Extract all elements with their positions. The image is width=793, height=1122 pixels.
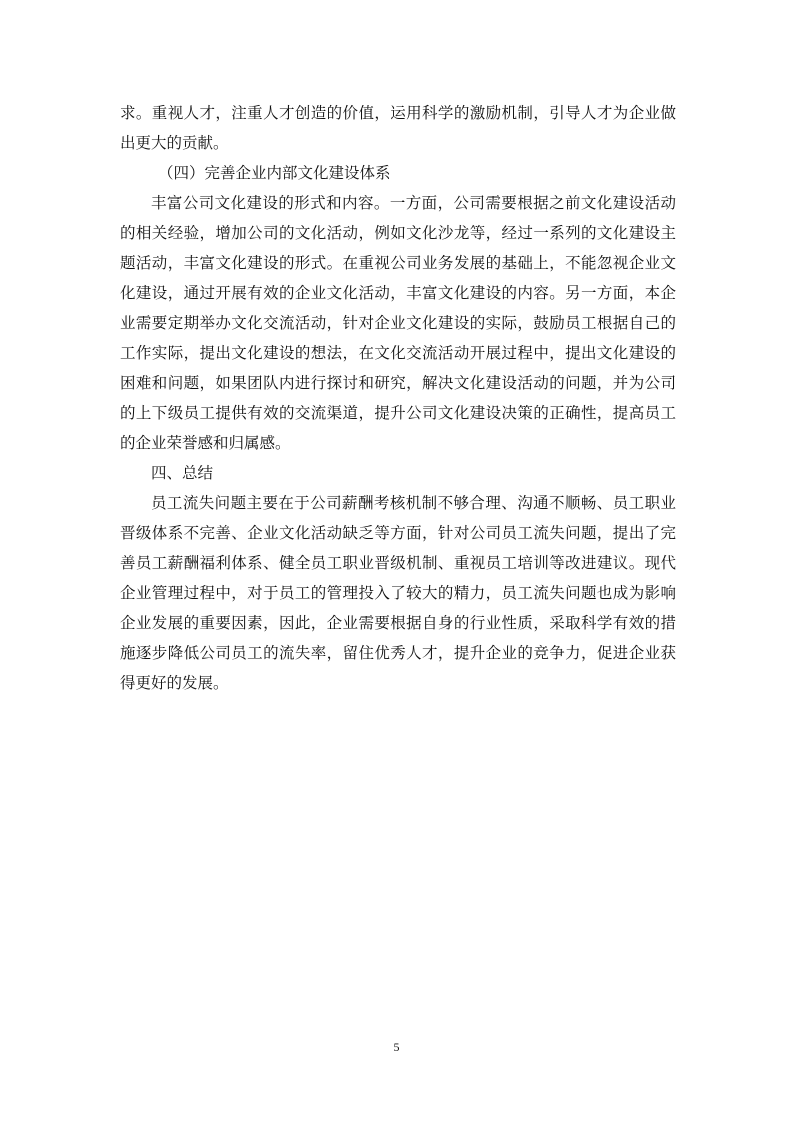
document-body xyxy=(120,98,676,698)
summary-paragraph xyxy=(120,488,676,698)
text-line: 丰富公司文化建设的形式和内容。一方面，公司需要根据之前文化建设活动 xyxy=(151,194,676,212)
section-4-paragraph xyxy=(120,188,676,458)
text-line: 得更好的发展。 xyxy=(120,674,229,692)
text-line: 题活动，丰富文化建设的形式。在重视公司业务发展的基础上，不能忽视企业文 xyxy=(120,254,676,272)
continued-paragraph xyxy=(120,98,676,158)
text-line: 困难和问题，如果团队内进行探讨和研究，解决文化建设活动的问题，并为公司 xyxy=(120,374,676,392)
text-line: 出更大的贡献。 xyxy=(120,134,229,152)
text-line: 的企业荣誉感和归属感。 xyxy=(120,434,291,452)
page-number: 5 xyxy=(393,1040,400,1054)
section-4-heading: （四）完善企业内部文化建设体系 xyxy=(158,164,391,182)
text-line: 企业管理过程中，对于员工的管理投入了较大的精力，员工流失问题也成为影响 xyxy=(120,584,676,602)
text-line: 善员工薪酬福利体系、健全员工职业晋级机制、重视员工培训等改进建议。现代 xyxy=(120,554,676,572)
text-line: 企业发展的重要因素，因此，企业需要根据自身的行业性质，采取科学有效的措 xyxy=(120,614,676,632)
text-line: 晋级体系不完善、企业文化活动缺乏等方面，针对公司员工流失问题，提出了完 xyxy=(120,524,676,542)
text-line: 的上下级员工提供有效的交流渠道，提升公司文化建设决策的正确性，提高员工 xyxy=(120,404,676,422)
text-line: 工作实际，提出文化建设的想法，在文化交流活动开展过程中，提出文化建设的 xyxy=(120,344,676,362)
text-line: 化建设，通过开展有效的企业文化活动，丰富文化建设的内容。另一方面，本企 xyxy=(120,284,676,302)
summary-heading: 四、总结 xyxy=(151,464,214,482)
text-line: 业需要定期举办文化交流活动，针对企业文化建设的实际，鼓励员工根据自己的 xyxy=(120,314,676,332)
text-line: 员工流失问题主要在于公司薪酬考核机制不够合理、沟通不顺畅、员工职业 xyxy=(151,494,676,512)
text-line: 施逐步降低公司员工的流失率，留住优秀人才，提升企业的竞争力，促进企业获 xyxy=(120,644,676,662)
text-line: 的相关经验，增加公司的文化活动，例如文化沙龙等，经过一系列的文化建设主 xyxy=(120,224,676,242)
text-line: 求。重视人才，注重人才创造的价值，运用科学的激励机制，引导人才为企业做 xyxy=(120,104,676,122)
